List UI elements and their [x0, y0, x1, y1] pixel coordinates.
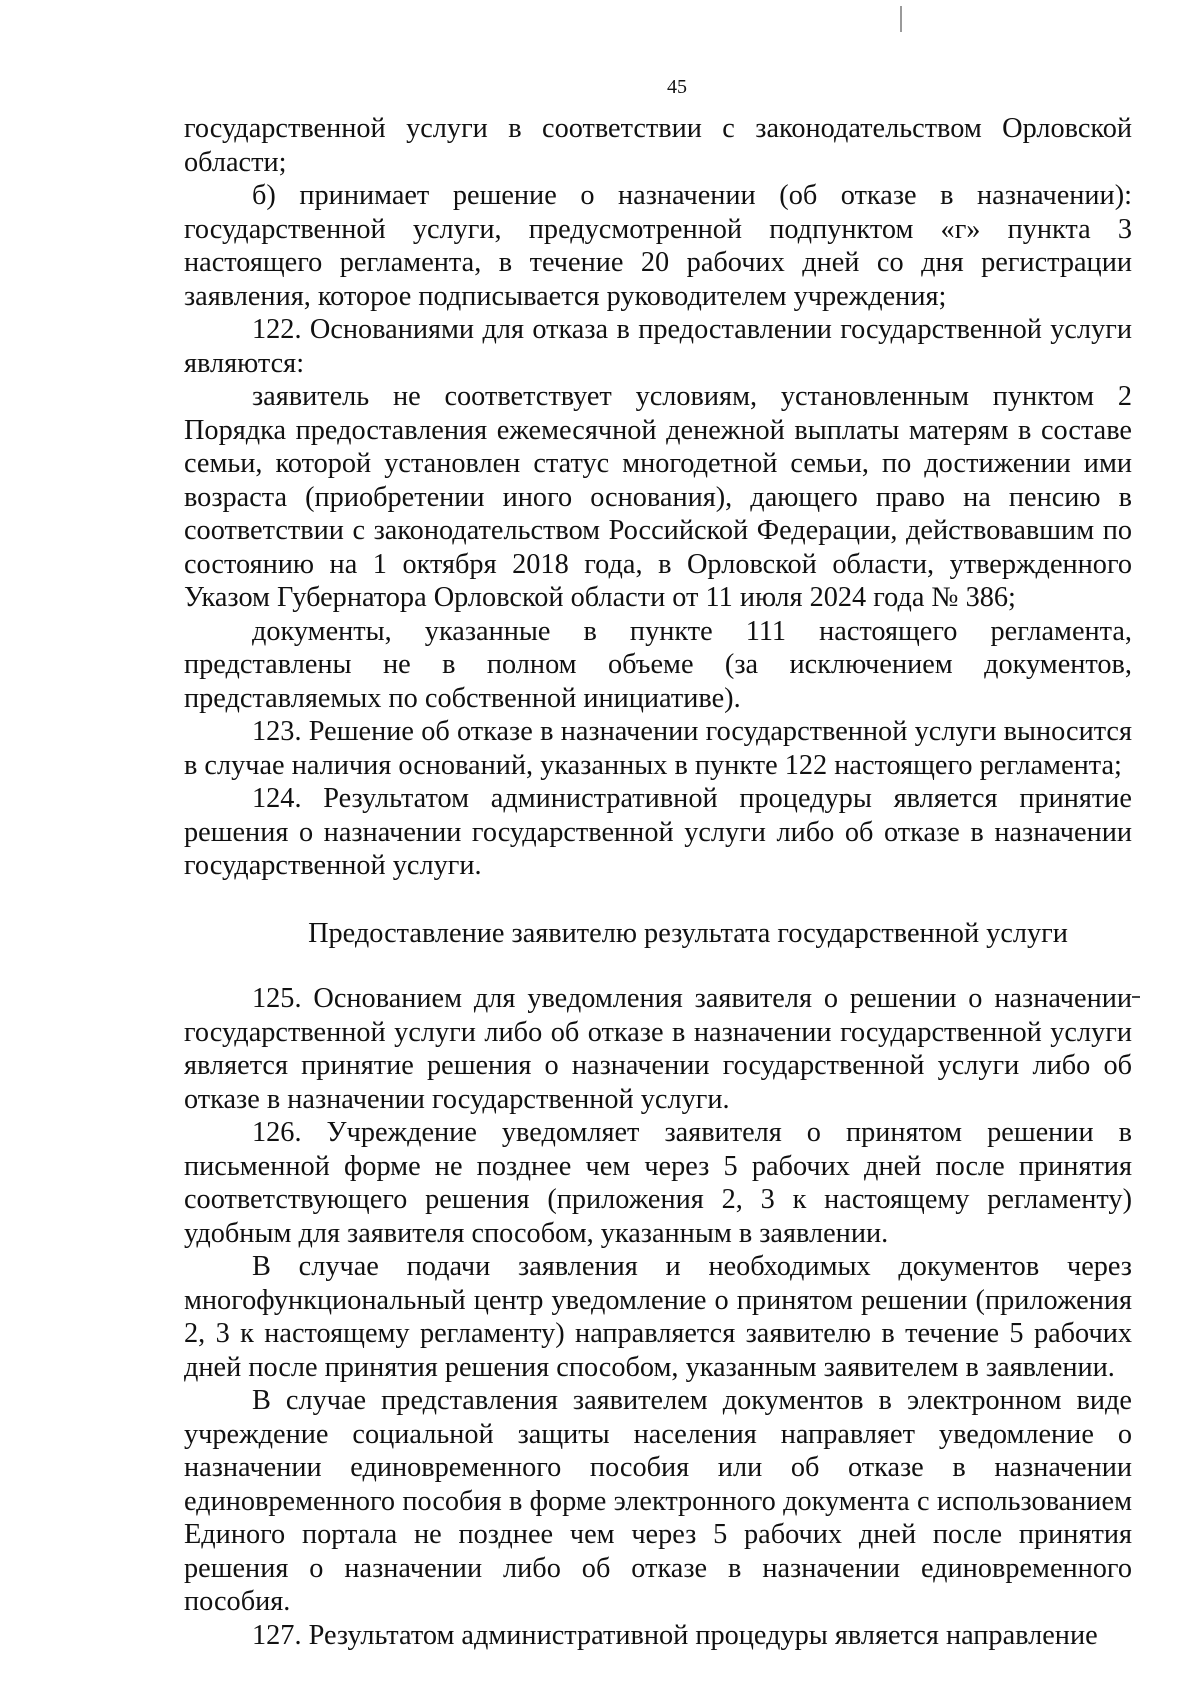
page-number: 45 [667, 76, 687, 98]
paragraph-subitem-b: б) принимает решение о назначении (об отказе в назначении): государственной услуги, предусмотренной подпунктом «г» пункта 3 настоящего регламента, в течение 20 рабочих дней со дня регистрации заявления, которое подписывается руководителем учреждения; [184, 180, 1132, 312]
paragraph-123: 123. Решение об отказе в назначении государственной услуги выносится в случае наличия оснований, указанных в пункте 122 настоящего регламента; [184, 716, 1132, 781]
paragraph-125: 125. Основанием для уведомления заявителя о решении о назначении государственной услуги либо об отказе в назначении государственной услуги является принятие решения о назначении государственной услуги либо об отказе в назначении государственной услуги. [184, 983, 1132, 1115]
paragraph-126: 126. Учреждение уведомляет заявителя о принятом решении в письменной форме не позднее чем через 5 рабочих дней после принятия соответствующего решения (приложения 2, 3 к настоящему регламенту) удобным для заявителя способом, указанным в заявлении. [184, 1117, 1132, 1249]
paragraph-mfc-case: В случае подачи заявления и необходимых документов через многофункциональный центр уведомление о принятом решении (приложения 2, 3 к настоящему регламенту) направляется заявителю в течение 5 рабочих дней после принятия решения способом, указанным заявителем в заявлении. [184, 1251, 1132, 1383]
scan-margin-mark [900, 6, 902, 32]
paragraph-122: 122. Основаниями для отказа в предоставлении государственной услуги являются: [184, 314, 1132, 379]
margin-dash-mark [1132, 996, 1140, 998]
paragraph-127: 127. Результатом административной процедуры является направление [252, 1619, 1098, 1651]
paragraph-electronic-case: В случае представления заявителем документов в электронном виде учреждение социальной защиты населения направляет уведомление о назначении единовременного пособия или об отказе в назначении единовременного пособия в форме электронного документа с использованием Единого портала не позднее чем через 5 рабочих дней после принятия решения о назначении либо об отказе в назначении единовременного пособия. [184, 1385, 1132, 1617]
paragraph-124: 124. Результатом административной процедуры является принятие решения о назначении государственной услуги либо об отказе в назначении государственной услуги. [184, 783, 1132, 881]
paragraph-continuation: государственной услуги в соответствии с законодательством Орловской области; [184, 113, 1132, 178]
paragraph-refusal-ground-1: заявитель не соответствует условиям, установленным пунктом 2 Порядка предоставления ежемесячной денежной выплаты матерям в составе семьи, которой установлен статус многодетной семьи, по достижении ими возраста (приобретении иного основания), дающего право на пенсию в соответствии с законодательством Российской Федерации, действовавшим по состоянию на 1 октября 2018 года, в Орловской области, утвержденного Указом Губернатора Орловской области от 11 июля 2024 года № 386; [184, 381, 1132, 613]
paragraph-refusal-ground-2: документы, указанные в пункте 111 настоящего регламента, представлены не в полном объеме (за исключением документов, представляемых по собственной инициативе). [184, 615, 1132, 714]
document-body [184, 112, 1132, 1652]
section-heading: Предоставление заявителю результата государственной услуги [308, 917, 1068, 949]
